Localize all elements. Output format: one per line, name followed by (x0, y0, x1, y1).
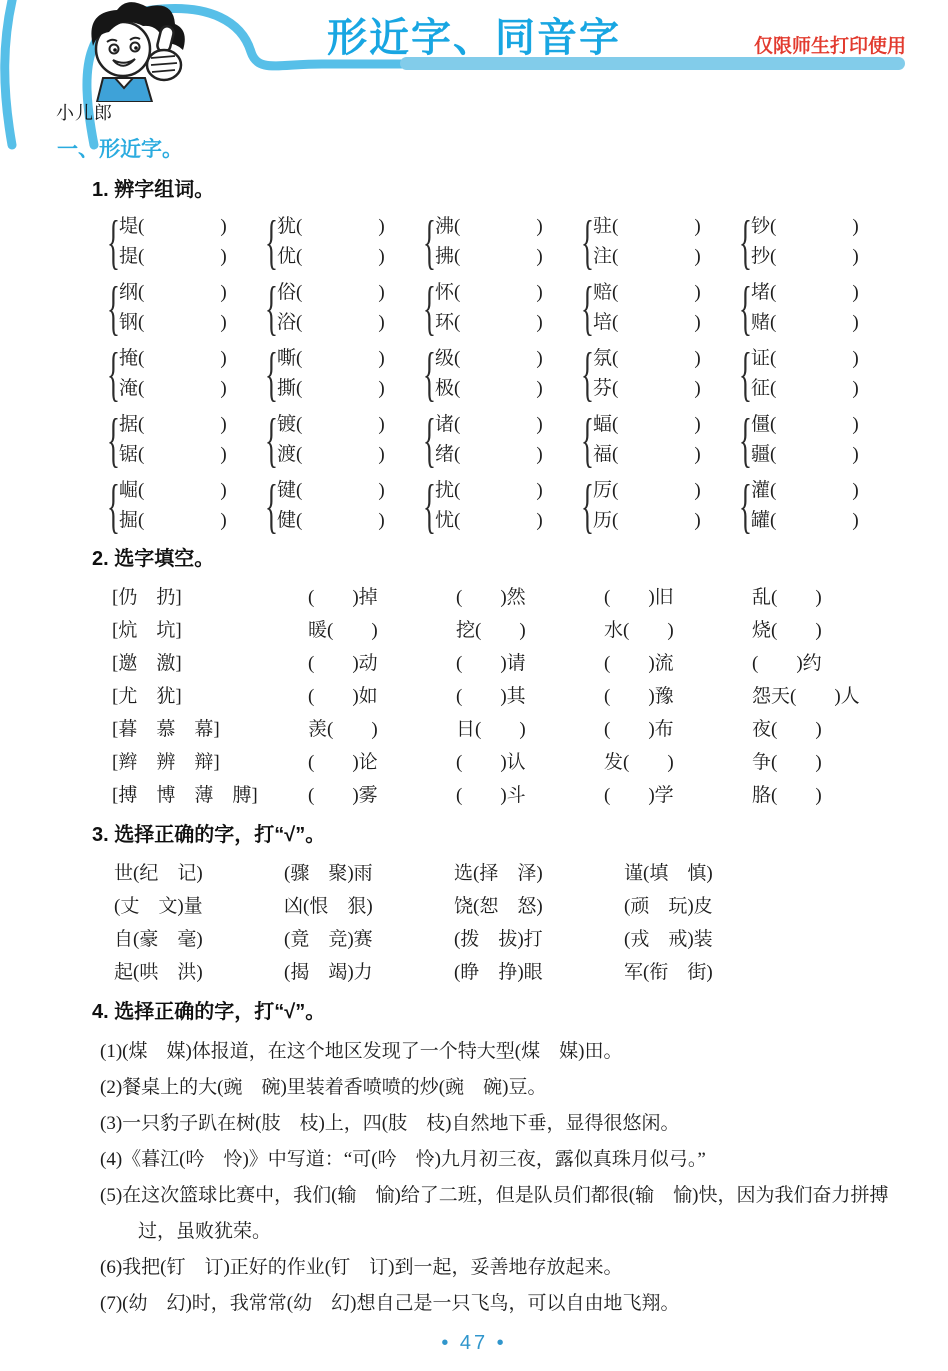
fill-blank-cell: ( )旧 (604, 587, 674, 608)
section-heading-xingjinzi: 一、形近字。 (57, 138, 183, 161)
char-blank-top: 据( ) (119, 414, 227, 435)
char-blank-bottom: 抄( ) (751, 246, 859, 267)
char-blank-top: 氛( ) (593, 348, 701, 369)
subheading-tick-correct-2: 4. 选择正确的字，打“√”。 (92, 1001, 326, 1023)
fill-blank-grid (112, 581, 948, 812)
char-pair (261, 340, 419, 408)
fill-blank-cell: 胳( ) (752, 785, 822, 806)
char-blank-top: 纲( ) (119, 282, 227, 303)
char-blank-top: 钞( ) (751, 216, 859, 237)
char-pair (735, 208, 893, 276)
fill-blank-cell: ( )论 (308, 752, 378, 773)
fill-blank-cell: ( )动 (308, 653, 378, 674)
char-pair (103, 274, 261, 342)
char-pair (261, 274, 419, 342)
char-pair (103, 208, 261, 276)
option-bracket: [邀 激] (112, 653, 182, 674)
brace-icon: { (581, 208, 594, 276)
exercise-item: (6)我把(钉 订)正好的作业(钉 订)到一起，妥善地存放起来。 (100, 1257, 623, 1278)
brace-icon: { (107, 340, 120, 408)
pair-row (103, 406, 948, 474)
char-blank-top: 诸( ) (435, 414, 543, 435)
char-pair (735, 406, 893, 474)
worksheet-content (0, 133, 948, 1322)
char-blank-bottom: 锯( ) (119, 444, 227, 465)
char-blank-top: 俗( ) (277, 282, 385, 303)
tick-cell: (睁 挣)眼 (454, 962, 543, 983)
page-number: • 47 • (441, 1332, 507, 1354)
tick-cell: 谨(填 慎) (624, 863, 713, 884)
fill-blank-cell: ( )流 (604, 653, 674, 674)
tick-row (114, 890, 948, 923)
subheading-tick-correct-1: 3. 选择正确的字，打“√”。 (92, 824, 326, 846)
char-blank-bottom: 掘( ) (119, 510, 227, 531)
char-blank-top: 扰( ) (435, 480, 543, 501)
fill-blank-cell: ( )认 (456, 752, 526, 773)
brace-icon: { (423, 340, 436, 408)
char-blank-bottom: 福( ) (593, 444, 701, 465)
fill-blank-cell: 夜( ) (752, 719, 822, 740)
fill-row (112, 647, 948, 680)
pair-row (103, 274, 948, 342)
char-blank-top: 镀( ) (277, 414, 385, 435)
char-pair (103, 472, 261, 540)
char-blank-top: 键( ) (277, 480, 385, 501)
fill-blank-cell: ( )约 (752, 653, 822, 674)
fill-row (112, 680, 948, 713)
option-bracket: [炕 坑] (112, 620, 182, 641)
char-blank-top: 僵( ) (751, 414, 859, 435)
char-blank-top: 厉( ) (593, 480, 701, 501)
char-blank-bottom: 提( ) (119, 246, 227, 267)
char-pair (261, 472, 419, 540)
fill-row (112, 746, 948, 779)
char-pair (577, 208, 735, 276)
tick-row (114, 956, 948, 989)
fill-blank-cell: 挖( ) (456, 620, 526, 641)
char-blank-bottom: 注( ) (593, 246, 701, 267)
char-blank-bottom: 绪( ) (435, 444, 543, 465)
char-pair (577, 472, 735, 540)
char-blank-top: 堵( ) (751, 282, 859, 303)
exercise-item: (5)在这次篮球比赛中，我们(输 愉)给了二班，但是队员们都很(输 愉)快，因为我们奋力拼搏过，虽败犹荣。 (100, 1185, 889, 1242)
fill-blank-cell: ( )雾 (308, 785, 378, 806)
char-blank-top: 怀( ) (435, 282, 543, 303)
mascot-label: 小儿郎 (56, 103, 113, 123)
char-pair (577, 340, 735, 408)
brace-icon: { (739, 274, 752, 342)
char-pair (577, 274, 735, 342)
fill-blank-cell: ( )请 (456, 653, 526, 674)
option-bracket: [搏 博 薄 膊] (112, 785, 258, 806)
option-bracket: [辫 辨 辩] (112, 752, 220, 773)
fill-row (112, 614, 948, 647)
char-blank-bottom: 培( ) (593, 312, 701, 333)
fill-blank-cell: 争( ) (752, 752, 822, 773)
print-notice: 仅限师生打印使用 (753, 36, 906, 57)
brace-icon: { (107, 472, 120, 540)
char-pair (419, 472, 577, 540)
char-blank-bottom: 浴( ) (277, 312, 385, 333)
char-blank-bottom: 疆( ) (751, 444, 859, 465)
brace-icon: { (423, 274, 436, 342)
char-blank-bottom: 钢( ) (119, 312, 227, 333)
char-blank-bottom: 撕( ) (277, 378, 385, 399)
brace-icon: { (107, 208, 120, 276)
char-pair (103, 340, 261, 408)
char-blank-bottom: 极( ) (435, 378, 543, 399)
tick-cell: 选(择 泽) (454, 863, 543, 884)
tick-grid (114, 857, 948, 989)
fill-blank-cell: ( )如 (308, 686, 378, 707)
char-pair (261, 406, 419, 474)
tick-cell: 世(纪 记) (114, 863, 203, 884)
fill-row (112, 581, 948, 614)
tick-cell: (顽 玩)皮 (624, 896, 713, 917)
brace-icon: { (107, 274, 120, 342)
char-blank-bottom: 优( ) (277, 246, 385, 267)
char-blank-top: 犹( ) (277, 216, 385, 237)
char-pair (261, 208, 419, 276)
brace-icon: { (107, 406, 120, 474)
char-blank-bottom: 历( ) (593, 510, 701, 531)
fill-blank-cell: ( )布 (604, 719, 674, 740)
tick-cell: (揭 竭)力 (284, 962, 373, 983)
subheading-xuanzi-tiankong: 2. 选字填空。 (92, 548, 215, 570)
brace-icon: { (739, 340, 752, 408)
char-blank-bottom: 赌( ) (751, 312, 859, 333)
option-bracket: [尤 犹] (112, 686, 182, 707)
brace-icon: { (423, 208, 436, 276)
char-blank-bottom: 忧( ) (435, 510, 543, 531)
tick-cell: (骤 聚)雨 (284, 863, 373, 884)
char-blank-bottom: 渡( ) (277, 444, 385, 465)
fill-blank-cell: ( )学 (604, 785, 674, 806)
char-blank-top: 掩( ) (119, 348, 227, 369)
pair-row (103, 472, 948, 540)
tick-cell: 军(衔 街) (624, 962, 713, 983)
pair-row (103, 340, 948, 408)
fill-blank-cell: ( )然 (456, 587, 526, 608)
char-pair (735, 274, 893, 342)
char-blank-bottom: 健( ) (277, 510, 385, 531)
brace-icon: { (581, 274, 594, 342)
fill-row (112, 779, 948, 812)
sentence-items (100, 1034, 912, 1322)
brace-icon: { (581, 472, 594, 540)
exercise-item: (7)(幼 幻)时，我常常(幼 幻)想自己是一只飞鸟，可以自由地飞翔。 (100, 1293, 680, 1314)
tick-cell: 自(豪 毫) (114, 929, 203, 950)
char-blank-top: 驻( ) (593, 216, 701, 237)
fill-row (112, 713, 948, 746)
tick-cell: (戎 戒)装 (624, 929, 713, 950)
char-blank-bottom: 征( ) (751, 378, 859, 399)
fill-blank-cell: ( )豫 (604, 686, 674, 707)
char-pair-grid (103, 208, 948, 540)
option-bracket: [暮 慕 幕] (112, 719, 220, 740)
tick-cell: (竟 竞)赛 (284, 929, 373, 950)
char-blank-top: 嘶( ) (277, 348, 385, 369)
subheading-bianzi-zuci: 1. 辨字组词。 (92, 179, 215, 201)
brace-icon: { (265, 340, 278, 408)
brace-icon: { (265, 274, 278, 342)
fill-blank-cell: 暖( ) (308, 620, 378, 641)
char-blank-top: 沸( ) (435, 216, 543, 237)
fill-blank-cell: ( )掉 (308, 587, 378, 608)
char-pair (419, 406, 577, 474)
fill-blank-cell: 羡( ) (308, 719, 378, 740)
pair-row (103, 208, 948, 276)
char-pair (419, 274, 577, 342)
char-pair (419, 340, 577, 408)
brace-icon: { (739, 472, 752, 540)
char-blank-top: 赔( ) (593, 282, 701, 303)
brace-icon: { (581, 340, 594, 408)
char-blank-bottom: 淹( ) (119, 378, 227, 399)
brace-icon: { (423, 406, 436, 474)
tick-cell: (丈 文)量 (114, 896, 203, 917)
fill-blank-cell: 日( ) (456, 719, 526, 740)
tick-cell: 凶(恨 狠) (284, 896, 373, 917)
brace-icon: { (265, 406, 278, 474)
brace-icon: { (265, 472, 278, 540)
char-blank-top: 级( ) (435, 348, 543, 369)
fill-blank-cell: ( )其 (456, 686, 526, 707)
fill-blank-cell: ( )斗 (456, 785, 526, 806)
exercise-item: (4)《暮江(吟 怜)》中写道：“可(吟 怜)九月初三夜，露似真珠月似弓。” (100, 1149, 706, 1170)
char-blank-bottom: 环( ) (435, 312, 543, 333)
option-bracket: [仍 扔] (112, 587, 182, 608)
exercise-item: (3)一只豹子趴在树(肢 枝)上，四(肢 枝)自然地下垂，显得很悠闲。 (100, 1113, 680, 1134)
char-pair (419, 208, 577, 276)
tick-cell: (拨 拔)打 (454, 929, 543, 950)
page-title: 形近字、同音字 (327, 16, 621, 60)
char-blank-top: 证( ) (751, 348, 859, 369)
char-blank-bottom: 拂( ) (435, 246, 543, 267)
tick-cell: 饶(恕 怒) (454, 896, 543, 917)
char-blank-bottom: 芬( ) (593, 378, 701, 399)
char-blank-top: 灌( ) (751, 480, 859, 501)
fill-blank-cell: 怨天( )人 (752, 686, 860, 707)
tick-row (114, 857, 948, 890)
char-pair (735, 340, 893, 408)
char-blank-top: 堤( ) (119, 216, 227, 237)
tick-cell: 起(哄 洪) (114, 962, 203, 983)
fill-blank-cell: 烧( ) (752, 620, 822, 641)
fill-blank-cell: 发( ) (604, 752, 674, 773)
char-blank-top: 蝠( ) (593, 414, 701, 435)
brace-icon: { (265, 208, 278, 276)
char-blank-top: 崛( ) (119, 480, 227, 501)
brace-icon: { (739, 406, 752, 474)
char-blank-bottom: 罐( ) (751, 510, 859, 531)
fill-blank-cell: 乱( ) (752, 587, 822, 608)
brace-icon: { (739, 208, 752, 276)
char-pair (735, 472, 893, 540)
fill-blank-cell: 水( ) (604, 620, 674, 641)
tick-row (114, 923, 948, 956)
exercise-item: (2)餐桌上的大(豌 碗)里装着香喷喷的炒(豌 碗)豆。 (100, 1077, 547, 1098)
brace-icon: { (581, 406, 594, 474)
char-pair (103, 406, 261, 474)
char-pair (577, 406, 735, 474)
brace-icon: { (423, 472, 436, 540)
exercise-item: (1)(煤 媒)体报道，在这个地区发现了一个特大型(煤 媒)田。 (100, 1041, 623, 1062)
